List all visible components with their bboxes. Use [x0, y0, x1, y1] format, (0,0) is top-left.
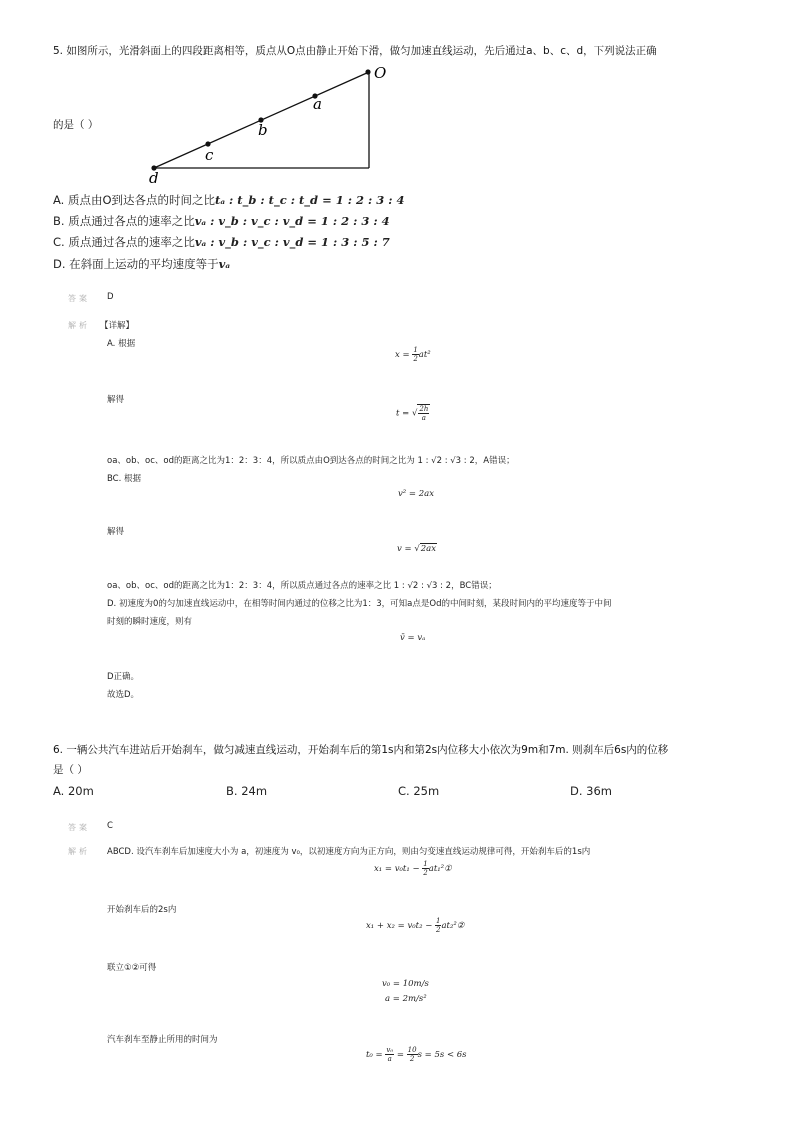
q5-detail: 【详解】	[100, 321, 135, 331]
label-O: O	[374, 64, 387, 82]
q6-answer-label: 答案	[68, 823, 90, 832]
q6-option-b: B. 24m	[226, 784, 268, 798]
label-d: d	[149, 169, 159, 185]
point-O	[365, 69, 370, 74]
q5-d-correct: D正确。	[107, 672, 140, 682]
q6-eq-stop-time: t₀ = $\frac{\text{v₀}}{a}$ = $\frac{10}{2}$ s = 5s < 6s	[366, 1046, 467, 1063]
q6-option-d: D. 36m	[570, 784, 613, 798]
q5-stem-line2: 的是（ ）	[53, 119, 99, 131]
q5-line-a: oa、ob、oc、od的距离之比为1：2：3：4，所以质点由O到达各点的时间之比为 1 : √2 : √3 : 2，A错误；	[107, 456, 515, 466]
q5-eq-velocity-sq: v² = 2ax	[398, 489, 435, 499]
q5-eq-average: v̄ = vₐ	[400, 633, 426, 643]
q5-solve1: 解得	[107, 395, 125, 405]
q6-second: 开始刹车后的2s内	[107, 905, 177, 915]
q5-line-d1: D. 初速度为0的匀加速直线运动中，在相等时间内通过的位移之比为1：3，可知a点是Od的中间时刻，某段时间内的平均速度等于中间	[107, 599, 612, 609]
q6-stem-line2: 是（ ）	[53, 764, 88, 776]
q6-eq-two-seconds: x₁ + x₂ = v₀t₂ − $\frac{1}{2}$ at₂²②	[366, 917, 465, 934]
q5-line-d2: 时刻的瞬时速度，则有	[107, 617, 193, 627]
q5-line-bc: oa、ob、oc、od的距离之比为1：2：3：4，所以质点通过各点的速率之比 1 : √2 : √3 : 2，BC错误；	[107, 581, 497, 591]
q6-intro: ABCD. 设汽车刹车后加速度大小为 a，初速度为 v₀，以初速度方向为正方向，则由匀变速直线运动规律可得，开始刹车后的1s内	[107, 847, 591, 857]
q6-option-a: A. 20m	[53, 784, 94, 798]
q6-option-c: C. 25m	[398, 784, 440, 798]
q6-eq-a: a = 2m/s²	[385, 994, 427, 1004]
q5-analysis-label: 解析	[68, 321, 90, 330]
q5-solve2: 解得	[107, 527, 125, 537]
q5-eq-time: t = √ $\frac{2h}{a}$	[396, 405, 429, 422]
label-a: a	[313, 95, 322, 113]
q6-stop-time: 汽车刹车至静止所用的时间为	[107, 1035, 218, 1045]
q5-a-intro: A. 根据	[107, 339, 136, 349]
q6-combine: 联立①②可得	[107, 963, 157, 973]
label-b: b	[258, 121, 268, 139]
q6-eq-first-second: x₁ = v₀t₁ − $\frac{1}{2}$ at₁²①	[374, 860, 452, 877]
incline-figure	[140, 60, 400, 185]
q5-answer: D	[107, 292, 114, 302]
q5-stem-line1: 5. 如图所示，光滑斜面上的四段距离相等，质点从O点由静止开始下滑，做匀加速直线运动，先后通过a、b、c、d，下列说法正确	[53, 45, 657, 57]
q5-eq-displacement: x = $\frac{1}{2}$ at²	[395, 346, 431, 363]
q5-choose: 故选D。	[107, 690, 140, 700]
label-c: c	[205, 146, 214, 164]
q5-option-a: A. 质点由O到达各点的时间之比tₐ : t_b : t_c : t_d = 1 : 2 : 3 : 4	[53, 193, 405, 207]
q5-option-c: C. 质点通过各点的速率之比vₐ : v_b : v_c : v_d = 1 : 3 : 5 : 7	[53, 235, 390, 249]
q5-option-b: B. 质点通过各点的速率之比vₐ : v_b : v_c : v_d = 1 : 2 : 3 : 4	[53, 214, 390, 228]
q6-analysis-label: 解析	[68, 847, 90, 856]
q6-stem-line1: 6. 一辆公共汽车进站后开始刹车，做匀减速直线运动，开始刹车后的第1s内和第2s内位移大小依次为9m和7m. 则刹车后6s内的位移	[53, 744, 669, 756]
q5-answer-label: 答案	[68, 294, 90, 303]
q5-bc-intro: BC. 根据	[107, 474, 142, 484]
q5-option-d: D. 在斜面上运动的平均速度等于vₐ	[53, 257, 231, 271]
q6-answer: C	[107, 821, 113, 831]
q5-eq-velocity: v = √2ax	[397, 544, 437, 554]
q6-eq-v0: v₀ = 10m/s	[382, 979, 429, 989]
